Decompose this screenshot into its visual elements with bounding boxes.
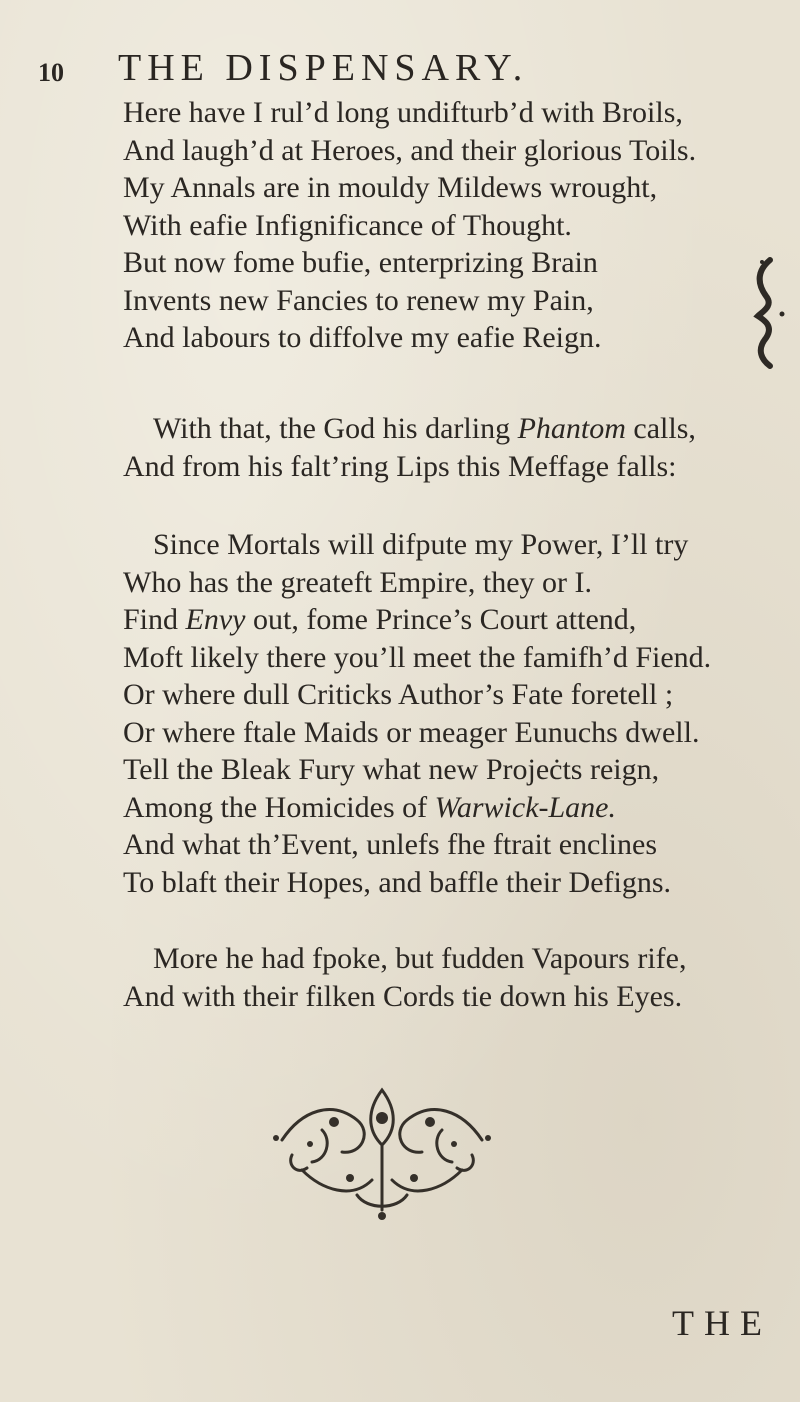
stanza-4 xyxy=(123,940,686,1015)
verse-line: Who has the greateft Empire, they or I. xyxy=(123,565,592,599)
running-head xyxy=(38,44,758,94)
bracket-flourish-icon xyxy=(748,252,788,372)
verse-line: Moft likely there you’ll meet the famifh’d Fiend. xyxy=(123,640,712,674)
verse-italic: Envy xyxy=(185,603,246,636)
verse-line: And with their filken Cords tie down his Eyes. xyxy=(123,979,683,1013)
verse-italic: Warwick-Lane. xyxy=(434,790,617,824)
page-number: 10 xyxy=(38,58,64,87)
verse-line xyxy=(123,601,711,639)
verse-italic: Phantom xyxy=(517,412,626,445)
verse-line: Or where dull Criticks Author’s Fate foretell ; xyxy=(123,678,674,711)
verse-line: Tell the Bleak Fury what new Projeċts reign, xyxy=(123,753,660,786)
verse-line xyxy=(123,410,696,448)
stanza-3 xyxy=(123,526,711,901)
stanza-2 xyxy=(123,410,696,485)
catchword: THE xyxy=(672,1303,772,1343)
verse-line: With eafie Infignificance of Thought. xyxy=(123,208,572,242)
verse-line: And laugh’d at Heroes, and their glorious Toils. xyxy=(123,133,697,167)
verse-line: Here have I rul’d long undifturb’d with Broils, xyxy=(123,96,683,129)
verse-line: Invents new Fancies to renew my Pain, xyxy=(123,283,594,317)
stanza-1 xyxy=(123,94,696,357)
verse-line: And from his falt’ring Lips this Meffage falls: xyxy=(123,449,677,483)
verse-text: Among the Homicides of xyxy=(123,790,435,824)
verse-line: More he had fpoke, but fudden Vapours rife, xyxy=(153,942,687,975)
running-title: THE DISPENSARY. xyxy=(118,47,529,89)
verse-line xyxy=(123,789,711,827)
verse-text: calls, xyxy=(625,412,696,445)
floral-vignette-icon xyxy=(262,1060,502,1230)
verse-text: Find xyxy=(123,603,186,636)
verse-line: But now fome bufie, enterprizing Brain xyxy=(123,246,598,279)
verse-line: Or where ftale Maids or meager Eunuchs dwell. xyxy=(123,715,700,749)
verse-line: Since Mortals will difpute my Power, I’ll try xyxy=(153,528,689,561)
verse-text: out, fome Prince’s Court attend, xyxy=(245,603,637,636)
verse-text: With that, the God his darling xyxy=(153,412,518,445)
verse-line: To blaft their Hopes, and baffle their Defigns. xyxy=(123,865,672,899)
verse-line: And what th’Event, unlefs fhe ftrait enclines xyxy=(123,828,657,861)
verse-line: And labours to diffolve my eafie Reign. xyxy=(123,321,602,354)
verse-line: My Annals are in mouldy Mildews wrought, xyxy=(123,171,658,204)
